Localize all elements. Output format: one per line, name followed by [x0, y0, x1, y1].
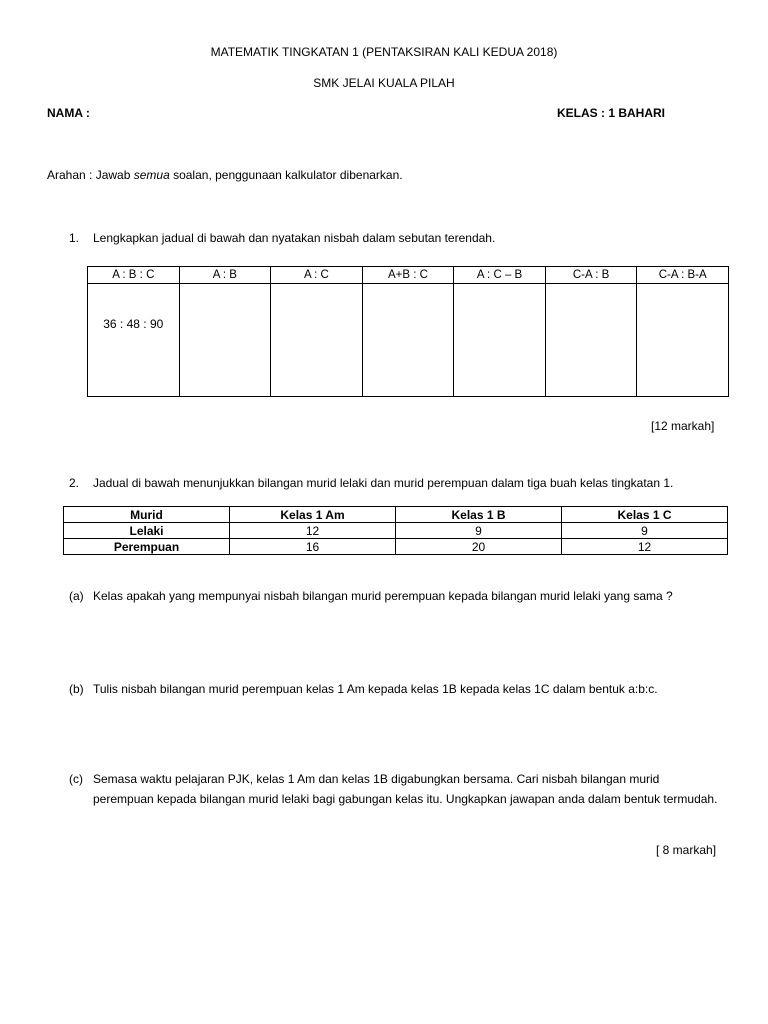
school-name: SMK JELAI KUALA PILAH [313, 76, 455, 90]
q2-text: Jadual di bawah menunjukkan bilangan murid lelaki dan murid perempuan dalam tiga buah kelas tingkatan 1. [93, 476, 674, 490]
table-row [64, 523, 728, 539]
q2-header-murid: Murid [64, 507, 230, 523]
q1-answer-cell-a-plus-b-c[interactable] [362, 284, 454, 397]
q1-table-header-row [88, 267, 729, 284]
q2-cell-perempuan-1am: 16 [230, 539, 396, 555]
q1-answer-cell-a-c-minus-b[interactable] [454, 284, 546, 397]
instructions-prefix: Arahan : Jawab [47, 168, 134, 182]
q1-header-a-c-minus-b: A : C – B [454, 267, 546, 284]
q2-cell-lelaki-1b: 9 [396, 523, 562, 539]
q2-cell-perempuan-1b: 20 [396, 539, 562, 555]
q2-row-label-lelaki: Lelaki [64, 523, 230, 539]
q2-header-kelas-1b: Kelas 1 B [396, 507, 562, 523]
q2-cell-lelaki-1am: 12 [230, 523, 396, 539]
q1-header-abc: A : B : C [88, 267, 180, 284]
table-row [64, 539, 728, 555]
class-label: KELAS : 1 BAHARI [557, 106, 666, 120]
instructions [47, 168, 403, 182]
q2a-label: (a) [69, 589, 84, 603]
q2-cell-lelaki-1c: 9 [562, 523, 728, 539]
q2-students-table [63, 506, 728, 555]
q2-header-kelas-1c: Kelas 1 C [562, 507, 728, 523]
instructions-suffix: soalan, penggunaan kalkulator dibenarkan. [169, 168, 403, 182]
q2-marks: [ 8 markah] [656, 843, 717, 857]
q2-table-header-row [64, 507, 728, 523]
q2b-text: Tulis nisbah bilangan murid perempuan kelas 1 Am kepada kelas 1B kepada kelas 1C dalam bentuk a:b:c. [93, 682, 658, 696]
q1-text: Lengkapkan jadual di bawah dan nyatakan nisbah dalam sebutan terendah. [93, 231, 496, 245]
q2b-label: (b) [69, 682, 84, 696]
q1-number: 1. [69, 231, 80, 245]
q1-given-ratio: 36 : 48 : 90 [103, 317, 164, 331]
page-title: MATEMATIK TINGKATAN 1 (PENTAKSIRAN KALI KEDUA 2018) [210, 45, 558, 59]
q1-answer-cell-c-minus-a-b-minus-a[interactable] [637, 284, 729, 397]
q2c-text: Semasa waktu pelajaran PJK, kelas 1 Am dan kelas 1B digabungkan bersama. Cari nisbah bilangan murid perempuan kepada bilangan murid lelaki bagi gabungan kelas itu. Ungkapkan jawapan anda dalam bentuk termudah. [93, 772, 718, 806]
q1-header-a-plus-b-c: A+B : C [362, 267, 454, 284]
instructions-emphasis: semua [133, 168, 170, 182]
q1-answer-cell-ac[interactable] [271, 284, 363, 397]
q2-header-kelas-1am: Kelas 1 Am [230, 507, 396, 523]
q1-header-ab: A : B [179, 267, 271, 284]
q1-header-c-minus-a-b-minus-a: C-A : B-A [637, 267, 729, 284]
q2-row-label-perempuan: Perempuan [64, 539, 230, 555]
name-label: NAMA : [47, 106, 90, 120]
q2-number: 2. [69, 476, 80, 490]
q2c-label: (c) [69, 772, 83, 786]
q2a-text: Kelas apakah yang mempunyai nisbah bilangan murid perempuan kepada bilangan murid lelaki yang sama ? [93, 589, 673, 603]
q1-cell-abc [88, 284, 180, 397]
q1-ratio-table [87, 266, 729, 397]
q1-answer-cell-c-minus-a-b[interactable] [545, 284, 637, 397]
q1-marks: [12 markah] [651, 419, 715, 433]
q1-header-c-minus-a-b: C-A : B [545, 267, 637, 284]
q1-answer-cell-ab[interactable] [179, 284, 271, 397]
q2-cell-perempuan-1c: 12 [562, 539, 728, 555]
q1-header-ac: A : C [271, 267, 363, 284]
q1-table-answer-row [88, 284, 729, 397]
